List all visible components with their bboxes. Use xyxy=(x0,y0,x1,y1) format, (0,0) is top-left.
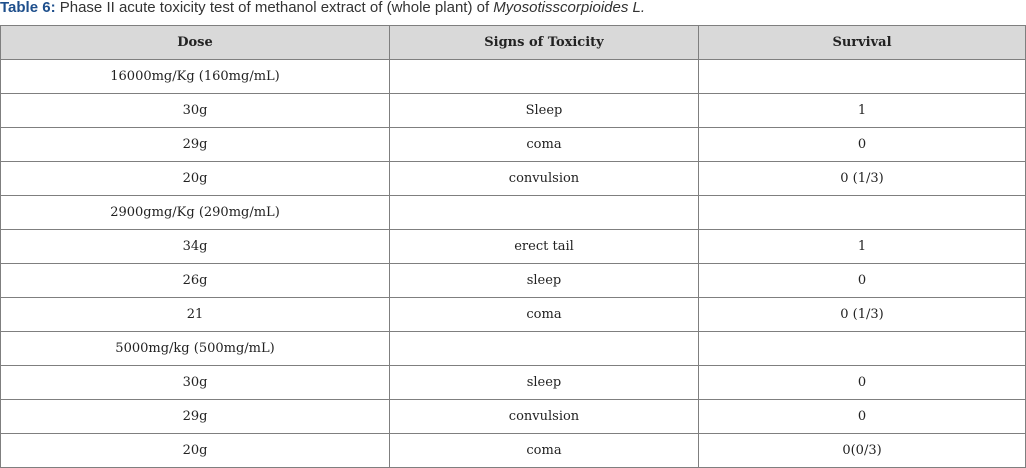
signs-cell xyxy=(390,196,699,230)
table-row xyxy=(1,162,1026,196)
table-row xyxy=(1,128,1026,162)
table-row xyxy=(1,94,1026,128)
dose-cell: 29g xyxy=(1,128,390,162)
signs-cell xyxy=(390,60,699,94)
table-row-dose-group xyxy=(1,332,1026,366)
table-row xyxy=(1,298,1026,332)
signs-cell: sleep xyxy=(390,264,699,298)
signs-cell: convulsion xyxy=(390,400,699,434)
table-caption-species: Myosotisscorpioides L. xyxy=(493,0,646,16)
dose-cell: 20g xyxy=(1,434,390,468)
survival-cell xyxy=(699,60,1026,94)
survival-cell: 0(0/3) xyxy=(699,434,1026,468)
survival-cell: 1 xyxy=(699,230,1026,264)
survival-cell: 0 (1/3) xyxy=(699,298,1026,332)
dose-cell: 29g xyxy=(1,400,390,434)
dose-cell: 16000mg/Kg (160mg/mL) xyxy=(1,60,390,94)
survival-cell: 1 xyxy=(699,94,1026,128)
dose-cell: 26g xyxy=(1,264,390,298)
header-signs-of-toxicity: Signs of Toxicity xyxy=(390,26,699,60)
table-caption-text: Phase II acute toxicity test of methanol extract of (whole plant) of xyxy=(55,0,494,16)
dose-cell: 2900gmg/Kg (290mg/mL) xyxy=(1,196,390,230)
signs-cell: coma xyxy=(390,434,699,468)
survival-cell xyxy=(699,332,1026,366)
survival-cell: 0 xyxy=(699,264,1026,298)
survival-cell: 0 xyxy=(699,128,1026,162)
survival-cell: 0 xyxy=(699,366,1026,400)
header-dose: Dose xyxy=(1,26,390,60)
signs-cell xyxy=(390,332,699,366)
table-row xyxy=(1,400,1026,434)
signs-cell: Sleep xyxy=(390,94,699,128)
dose-cell: 21 xyxy=(1,298,390,332)
survival-cell: 0 xyxy=(699,400,1026,434)
table-row xyxy=(1,434,1026,468)
table-caption xyxy=(0,0,645,22)
table-header-row xyxy=(1,26,1026,60)
table-row-dose-group xyxy=(1,60,1026,94)
table-row-dose-group xyxy=(1,196,1026,230)
survival-cell: 0 (1/3) xyxy=(699,162,1026,196)
table-row xyxy=(1,366,1026,400)
signs-cell: coma xyxy=(390,298,699,332)
table-row xyxy=(1,230,1026,264)
dose-cell: 30g xyxy=(1,366,390,400)
table-row xyxy=(1,264,1026,298)
dose-cell: 5000mg/kg (500mg/mL) xyxy=(1,332,390,366)
signs-cell: sleep xyxy=(390,366,699,400)
dose-cell: 20g xyxy=(1,162,390,196)
dose-cell: 30g xyxy=(1,94,390,128)
dose-cell: 34g xyxy=(1,230,390,264)
signs-cell: erect tail xyxy=(390,230,699,264)
table-caption-label: Table 6: xyxy=(0,0,56,16)
signs-cell: convulsion xyxy=(390,162,699,196)
toxicity-table xyxy=(0,25,1026,468)
survival-cell xyxy=(699,196,1026,230)
signs-cell: coma xyxy=(390,128,699,162)
header-survival: Survival xyxy=(699,26,1026,60)
